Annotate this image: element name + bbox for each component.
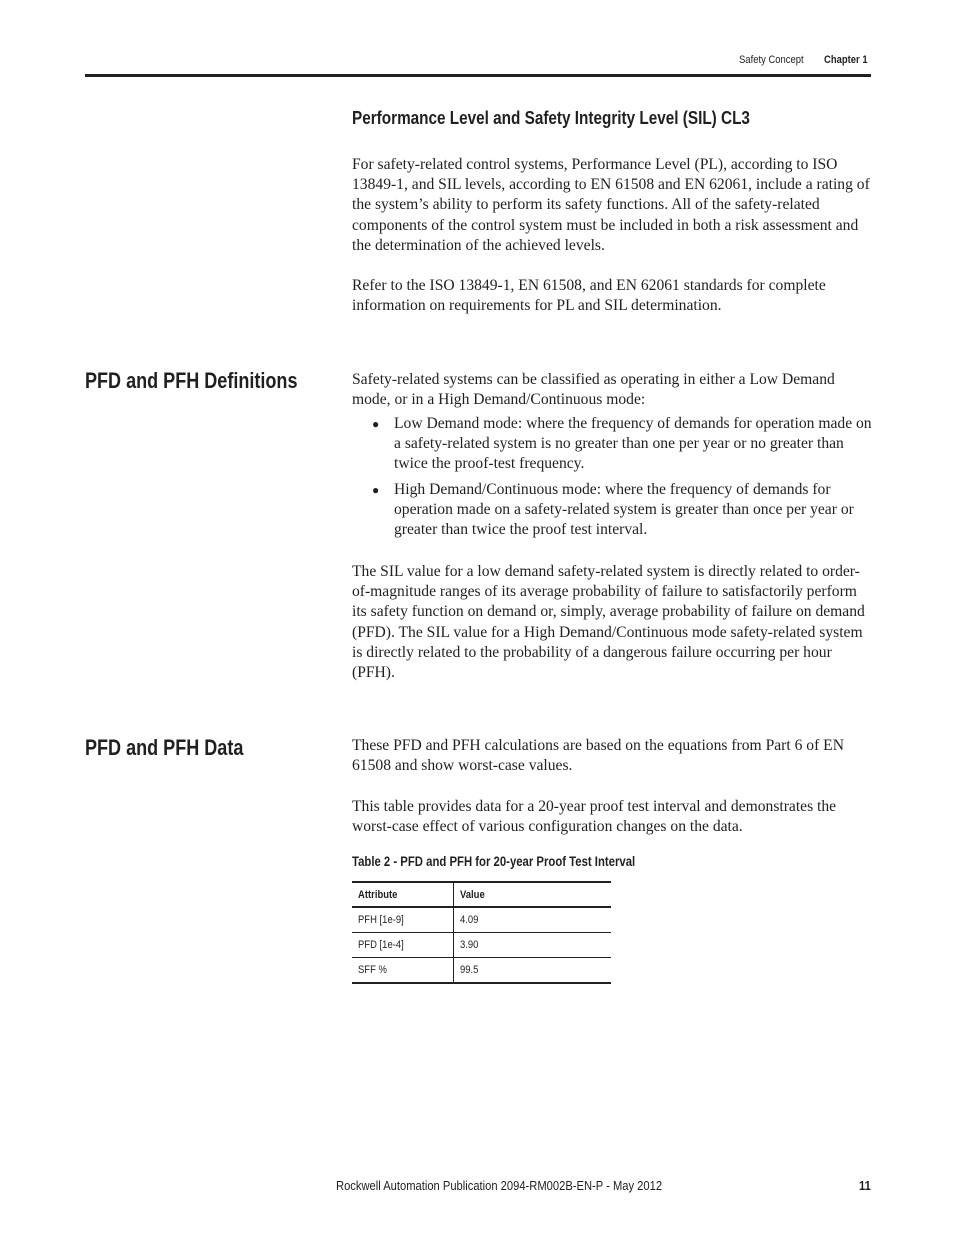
- bullet-icon: ●: [372, 417, 380, 431]
- column-header-attribute: Attribute: [352, 882, 454, 907]
- pl-sil-heading: Performance Level and Safety Integrity Level (SIL) CL3: [352, 108, 750, 128]
- running-header-section: Safety Concept: [739, 54, 804, 66]
- column-header-value: Value: [460, 888, 485, 901]
- value-cell: 4.09: [460, 914, 479, 926]
- running-header-chapter: Chapter 1: [824, 54, 868, 66]
- table-row: [352, 907, 611, 933]
- table-row: [352, 933, 611, 958]
- attribute-cell: SFF %: [352, 958, 454, 984]
- definitions-intro: Safety-related systems can be classified as operating in either a Low Demand mode, or in a High Demand/Continuous mode:: [352, 371, 835, 409]
- table-header-row: [352, 882, 611, 907]
- value-cell: 99.5: [460, 964, 479, 976]
- list-item-text: High Demand/Continuous mode: where the frequency of demands for operation made on a safety-related system is greater than once per year or greater than twice the proof test interval.: [394, 480, 854, 539]
- attribute-cell: PFD [1e-4]: [352, 933, 454, 958]
- data-paragraph-1: These PFD and PFH calculations are based on the equations from Part 6 of EN 61508 and show worst-case values.: [352, 737, 844, 775]
- footer-publication: Rockwell Automation Publication 2094-RM002B-EN-P - May 2012: [336, 1178, 663, 1193]
- page-number: 11: [859, 1178, 871, 1193]
- pl-sil-paragraph-2: Refer to the ISO 13849-1, EN 61508, and EN 62061 standards for complete information on requirements for PL and SIL determination.: [352, 277, 826, 315]
- pfd-pfh-data-heading: PFD and PFH Data: [85, 735, 244, 760]
- table-row: [352, 958, 611, 984]
- pfd-pfh-table: [352, 881, 611, 984]
- definitions-paragraph: The SIL value for a low demand safety-related system is directly related to order-of-magnitude ranges of its average probability of failure to satisfactorily perform its safety function on demand or, simply, average probability of failure on demand (PFD). The SIL value for a High Demand/Continuous mode safety-related system is directly related to the probability of a dangerous failure occurring per hour (PFH).: [352, 563, 865, 682]
- pl-sil-paragraph-1: For safety-related control systems, Performance Level (PL), according to ISO 13849-1, and SIL levels, according to EN 61508 and EN 62061, include a rating of the system’s ability to perform its safety functions. All of the safety-related components of the control system must be included in both a risk assessment and the determination of the achieved levels.: [352, 156, 870, 254]
- demand-mode-list: [372, 414, 872, 545]
- pfd-pfh-definitions-heading: PFD and PFH Definitions: [85, 368, 298, 393]
- value-cell: 3.90: [460, 939, 479, 951]
- list-item-text: Low Demand mode: where the frequency of demands for operation made on a safety-related system is no greater than one per year or no greater than twice the proof-test frequency.: [394, 415, 872, 473]
- header-rule: [85, 74, 871, 77]
- list-item: [372, 414, 872, 475]
- attribute-cell: PFH [1e-9]: [352, 907, 454, 933]
- data-paragraph-2: This table provides data for a 20-year proof test interval and demonstrates the worst-case effect of various configuration changes on the data.: [352, 798, 837, 836]
- table-caption: Table 2 - PFD and PFH for 20-year Proof Test Interval: [352, 854, 636, 869]
- bullet-icon: ●: [372, 482, 380, 497]
- list-item: [372, 480, 872, 541]
